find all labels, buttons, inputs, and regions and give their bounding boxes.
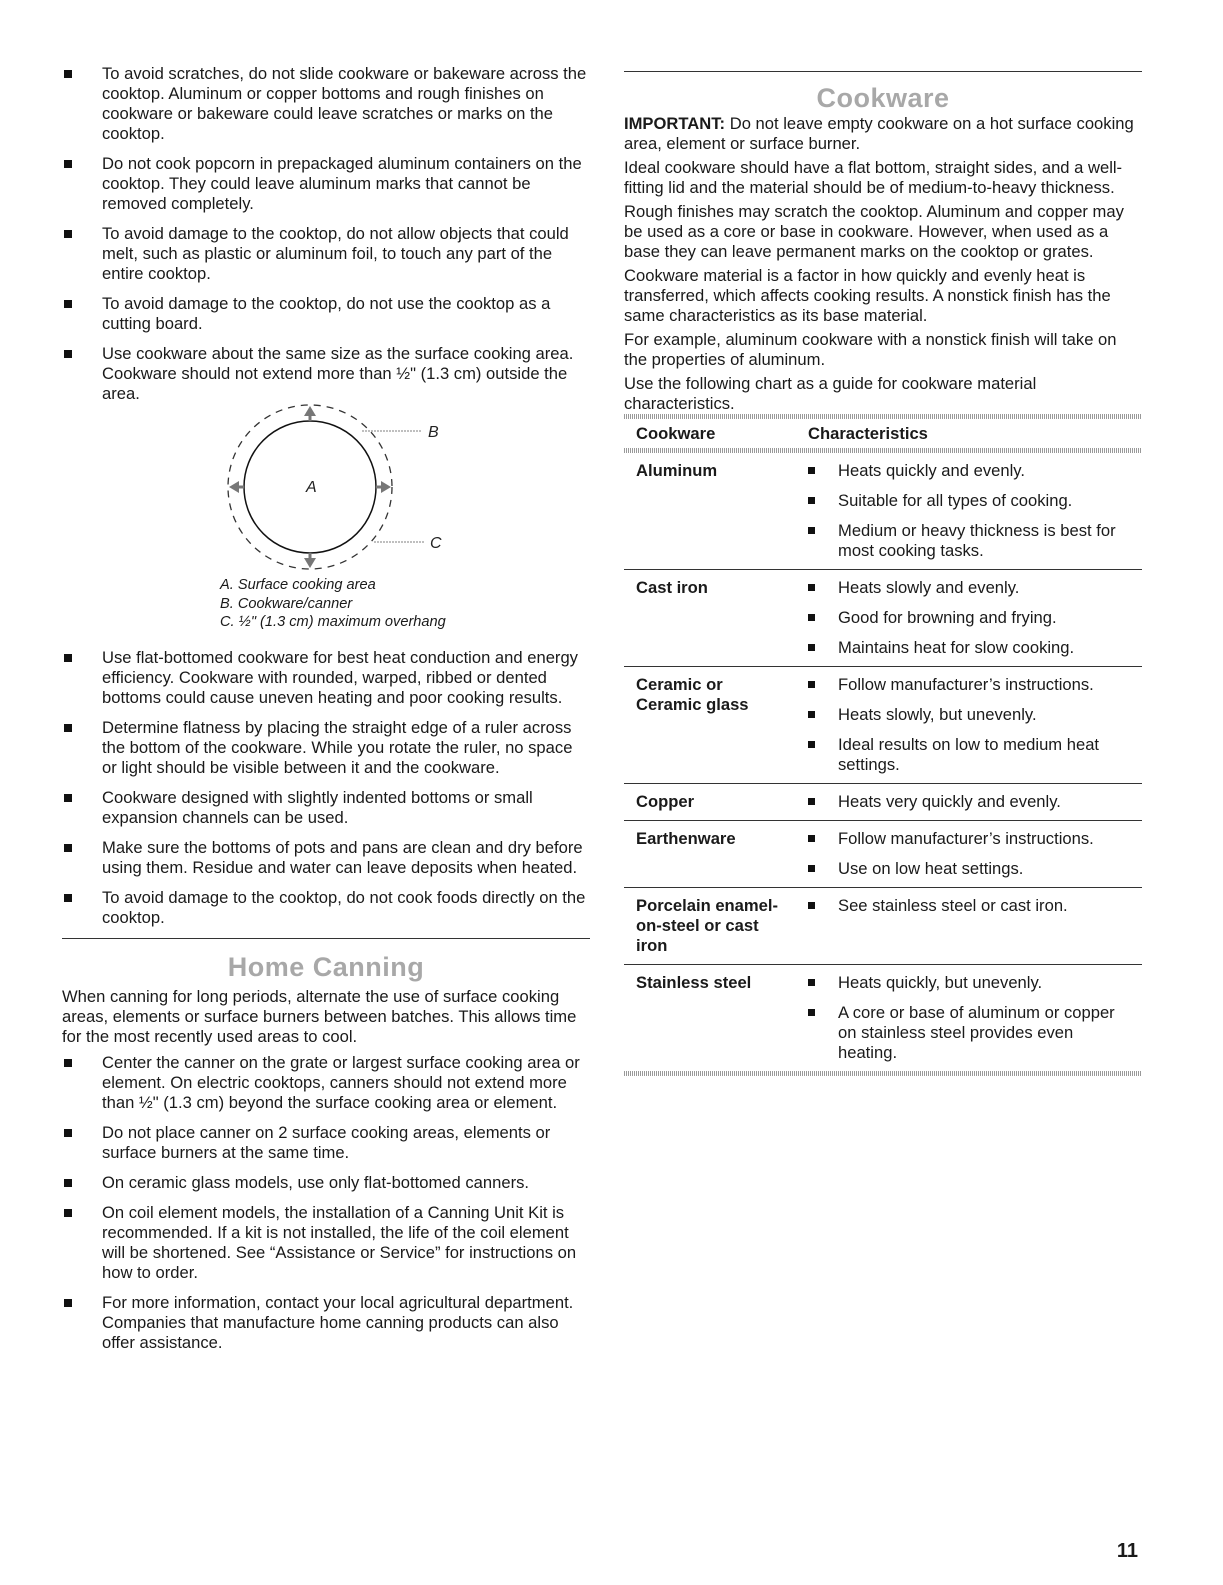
list-item: Center the canner on the grate or largest surface cooking area or element. On electric cooktops, canners should not extend more than ½" (1.3 cm) beyond the surface cooking area or element. xyxy=(62,1053,590,1113)
list-item: Determine flatness by placing the straight edge of a ruler across the bottom of the cookware. While you rotate the ruler, no space or light should be visible between it and the cookware. xyxy=(62,718,590,778)
caption-b: B. Cookware/canner xyxy=(220,595,353,612)
cookware-size-diagram xyxy=(62,400,590,640)
list-item: Good for browning and frying. xyxy=(808,608,1130,628)
bullet-icon xyxy=(64,724,72,732)
bullet-icon xyxy=(64,160,72,168)
list-item: Medium or heavy thickness is best for most cooking tasks. xyxy=(808,521,1130,561)
important-note xyxy=(624,114,1142,154)
paragraph: Rough finishes may scratch the cooktop. Aluminum and copper may be used as a core or base in cookware. However, when used as a base they can leave permanent marks on the cooktop or grates. xyxy=(624,202,1124,261)
list-item: Suitable for all types of cooking. xyxy=(808,491,1130,511)
list-item: Maintains heat for slow cooking. xyxy=(808,638,1130,658)
right-column xyxy=(624,64,1142,1076)
list-item: See stainless steel or cast iron. xyxy=(808,896,1130,916)
bullet-icon xyxy=(808,1009,815,1016)
bullet-icon xyxy=(808,979,815,986)
list-item: Ideal results on low to medium heat settings. xyxy=(808,735,1130,775)
important-text: Do not leave empty cookware on a hot surface cooking area, element or surface burner. xyxy=(624,114,1134,153)
header-characteristics: Characteristics xyxy=(808,424,928,443)
list-item: Heats quickly, but unevenly. xyxy=(808,973,1130,993)
section-divider xyxy=(62,938,590,939)
table-row xyxy=(624,821,1142,888)
home-canning-title: Home Canning xyxy=(227,952,425,982)
list-item: On ceramic glass models, use only flat-bottomed canners. xyxy=(62,1173,590,1193)
list-item: A core or base of aluminum or copper on stainless steel provides even heating. xyxy=(808,1003,1130,1063)
material-name: Cast iron xyxy=(624,570,796,667)
list-item: To avoid damage to the cooktop, do not cook foods directly on the cooktop. xyxy=(62,888,590,928)
bullet-icon xyxy=(808,527,815,534)
list-item: Do not place canner on 2 surface cooking areas, elements or surface burners at the same time. xyxy=(62,1123,590,1163)
cookware-title: Cookware xyxy=(816,83,950,113)
list-item: For more information, contact your local agricultural department. Companies that manufacture home canning products can also offer assistance. xyxy=(62,1293,590,1353)
list-item: Use cookware about the same size as the surface cooking area. Cookware should not extend more than ½" (1.3 cm) outside the area. xyxy=(62,344,590,404)
figure-captions xyxy=(220,576,446,632)
list-item: Use on low heat settings. xyxy=(808,859,1130,879)
label-c: C xyxy=(430,535,442,552)
bullet-icon xyxy=(64,794,72,802)
bullet-icon xyxy=(808,865,815,872)
table-row xyxy=(624,667,1142,784)
material-name: Copper xyxy=(624,784,796,821)
bullet-icon xyxy=(64,70,72,78)
important-label: IMPORTANT: xyxy=(624,114,726,133)
table-header-row xyxy=(624,419,1142,448)
list-item: Follow manufacturer’s instructions. xyxy=(808,829,1130,849)
bullet-icon xyxy=(808,741,815,748)
material-name: Porcelain enamel-on-steel or cast iron xyxy=(624,888,796,965)
paragraph: Cookware material is a factor in how quickly and evenly heat is transferred, which affects cooking results. A nonstick finish has the same characteristics as its base material. xyxy=(624,266,1111,325)
bullet-icon xyxy=(64,1059,72,1067)
material-name: Aluminum xyxy=(624,453,796,570)
bullet-icon xyxy=(808,835,815,842)
bullet-icon xyxy=(808,614,815,621)
list-item: To avoid damage to the cooktop, do not allow objects that could melt, such as plastic or aluminum foil, to touch any part of the entire cooktop. xyxy=(62,224,590,284)
bullet-icon xyxy=(808,798,815,805)
label-a: A xyxy=(306,479,317,496)
bullet-icon xyxy=(64,894,72,902)
bullet-icon xyxy=(64,350,72,358)
bullet-icon xyxy=(808,681,815,688)
cookware-table xyxy=(624,419,1142,1071)
list-item: Cookware designed with slightly indented bottoms or small expansion channels can be used. xyxy=(62,788,590,828)
bullet-icon xyxy=(64,654,72,662)
paragraph: For example, aluminum cookware with a nonstick finish will take on the properties of aluminum. xyxy=(624,330,1117,369)
bullet-icon xyxy=(808,644,815,651)
paragraph: Ideal cookware should have a flat bottom, straight sides, and a well-fitting lid and the material should be of medium-to-heavy thickness. xyxy=(624,158,1123,197)
caption-c: C. ½" (1.3 cm) maximum overhang xyxy=(220,614,446,630)
header-cookware: Cookware xyxy=(636,424,716,443)
list-item: Heats slowly, but unevenly. xyxy=(808,705,1130,725)
list-item: Heats quickly and evenly. xyxy=(808,461,1130,481)
list-item: On coil element models, the installation of a Canning Unit Kit is recommended. If a kit is not installed, the life of the coil element will be shortened. See “Assistance or Service” for instructions on how to order. xyxy=(62,1203,590,1283)
canning-list xyxy=(62,1053,590,1353)
bullet-icon xyxy=(808,497,815,504)
label-b: B xyxy=(428,424,439,441)
bullet-icon xyxy=(64,844,72,852)
list-item: Use flat-bottomed cookware for best heat conduction and energy efficiency. Cookware with rounded, warped, ribbed or dented bottoms could cause uneven heating and poor cooking results. xyxy=(62,648,590,708)
cooktop-care-list xyxy=(62,64,590,404)
bullet-icon xyxy=(808,902,815,909)
table-row xyxy=(624,888,1142,965)
flatness-list xyxy=(62,648,590,928)
list-item: To avoid damage to the cooktop, do not use the cooktop as a cutting board. xyxy=(62,294,590,334)
bullet-icon xyxy=(64,230,72,238)
paragraph: Use the following chart as a guide for cookware material characteristics. xyxy=(624,374,1037,413)
bullet-icon xyxy=(64,300,72,308)
list-item: To avoid scratches, do not slide cookware or bakeware across the cooktop. Aluminum or copper bottoms and rough finishes on cookware or bakeware could leave scratches or marks on the cooktop. xyxy=(62,64,590,144)
bullet-icon xyxy=(64,1209,72,1217)
caption-a: A. Surface cooking area xyxy=(220,577,376,593)
table-bottom-border xyxy=(624,1071,1142,1076)
bullet-icon xyxy=(808,584,815,591)
table-row xyxy=(624,570,1142,667)
list-item: Heats very quickly and evenly. xyxy=(808,792,1130,812)
table-row xyxy=(624,453,1142,570)
list-item: Do not cook popcorn in prepackaged aluminum containers on the cooktop. They could leave aluminum marks that cannot be removed completely. xyxy=(62,154,590,214)
bullet-icon xyxy=(808,467,815,474)
bullet-icon xyxy=(64,1299,72,1307)
material-name: Ceramic or Ceramic glass xyxy=(624,667,796,784)
material-name: Earthenware xyxy=(624,821,796,888)
bullet-icon xyxy=(64,1129,72,1137)
left-column xyxy=(62,64,590,1363)
material-name: Stainless steel xyxy=(636,973,752,992)
table-row xyxy=(624,784,1142,821)
page-number: 11 xyxy=(1116,1540,1138,1562)
bullet-icon xyxy=(808,711,815,718)
bullet-icon xyxy=(64,1179,72,1187)
table-row xyxy=(624,965,1142,1072)
list-item: Make sure the bottoms of pots and pans are clean and dry before using them. Residue and water can leave deposits when heated. xyxy=(62,838,590,878)
section-divider xyxy=(624,71,1142,72)
list-item: Heats slowly and evenly. xyxy=(808,578,1130,598)
list-item: Follow manufacturer’s instructions. xyxy=(808,675,1130,695)
canning-intro: When canning for long periods, alternate the use of surface cooking areas, elements or surface burners between batches. This allows time for the most recently used areas to cool. xyxy=(62,987,577,1046)
overhang-diagram-icon xyxy=(212,400,512,575)
